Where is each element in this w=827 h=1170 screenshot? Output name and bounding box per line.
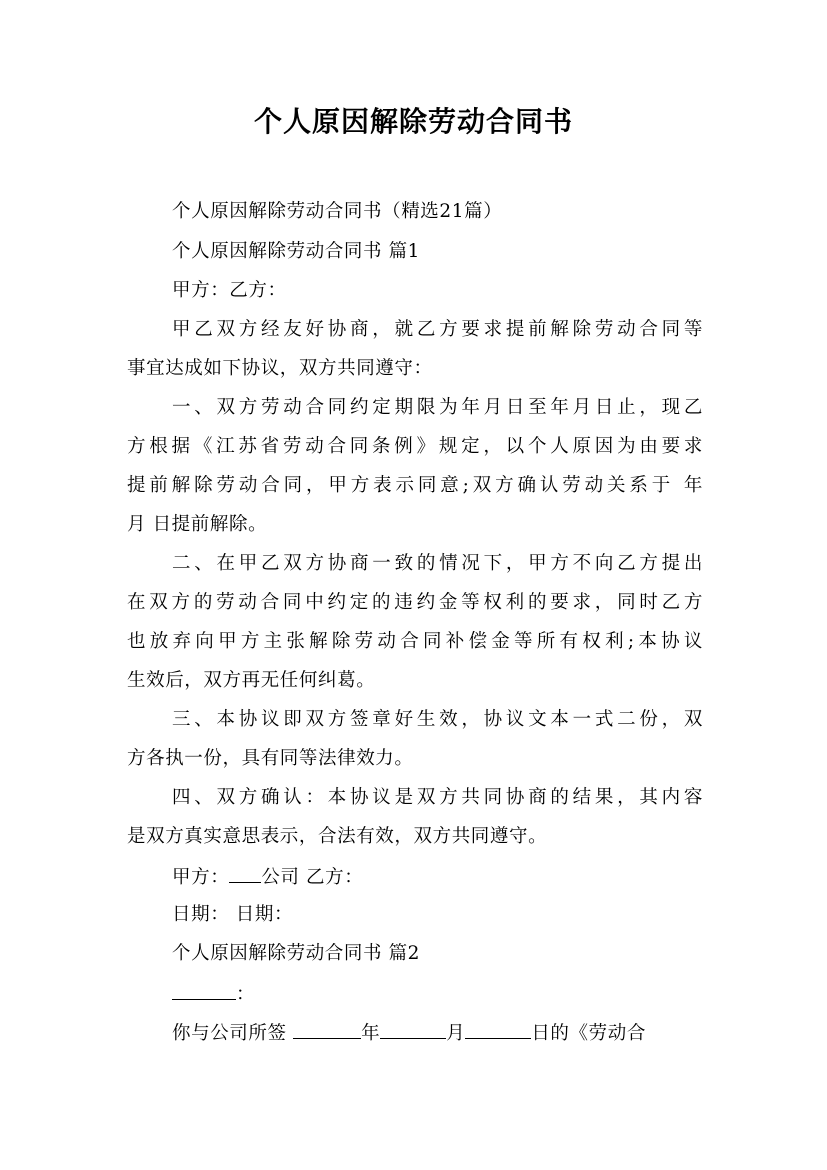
paragraph-4-line-2: 方各执一份，具有同等法律效力。 <box>127 748 414 769</box>
month-label: 月 <box>446 1023 466 1044</box>
document-title: 个人原因解除劳动合同书 <box>253 105 573 138</box>
notice-line <box>172 1020 703 1046</box>
addressee-colon: ： <box>236 984 256 1005</box>
party-a-company-and-party-b: 公司 乙方： <box>261 867 364 888</box>
year-label: 年 <box>361 1023 381 1044</box>
paragraph-3-line-1: 二、在甲乙双方协商一致的情况下，甲方不向乙方提出 <box>172 553 703 574</box>
paragraph-1-line-1: 甲乙双方经友好协商，就乙方要求提前解除劳动合同等 <box>172 319 703 340</box>
paragraph-5-line-2: 是双方真实意思表示，合法有效，双方共同遵守。 <box>127 826 548 847</box>
party-a-blank <box>229 864 261 883</box>
party-a-label: 甲方： <box>172 867 230 888</box>
paragraph-3-line-2: 在双方的劳动合同中约定的违约金等权利的要求，同时乙方 <box>127 592 703 613</box>
day-blank <box>465 1020 531 1039</box>
month-blank <box>380 1020 446 1039</box>
addressee-line <box>172 981 703 1007</box>
date-line: 日期： 日期： <box>172 904 294 925</box>
paragraph-4-line-1: 三、本协议即双方签章好生效，协议文本一式二份，双 <box>172 709 703 730</box>
subtitle: 个人原因解除劳动合同书（精选21篇） <box>172 201 503 222</box>
paragraph-2-line-3: 提前解除劳动合同，甲方表示同意;双方确认劳动关系于 年 <box>127 475 703 496</box>
paragraph-3-line-4: 生效后，双方再无任何纠葛。 <box>127 670 376 691</box>
addressee-blank <box>172 981 236 1000</box>
day-label-and-contract: 日的《劳动合 <box>531 1023 646 1044</box>
year-blank <box>293 1020 361 1039</box>
section-heading-1: 个人原因解除劳动合同书 篇1 <box>172 241 421 262</box>
paragraph-5-line-1: 四、双方确认：本协议是双方共同协商的结果，其内容 <box>172 787 703 808</box>
paragraph-2-line-2: 方根据《江苏省劳动合同条例》规定，以个人原因为由要求 <box>127 436 703 457</box>
parties-line: 甲方：乙方： <box>172 280 287 301</box>
paragraph-2-line-1: 一、双方劳动合同约定期限为年月日至年月日止，现乙 <box>172 397 703 418</box>
signature-line <box>172 864 703 890</box>
notice-prefix: 你与公司所签 <box>172 1023 294 1044</box>
paragraph-3-line-3: 也放弃向甲方主张解除劳动合同补偿金等所有权利;本协议 <box>127 631 703 652</box>
paragraph-1-line-2: 事宜达成如下协议，双方共同遵守： <box>127 358 433 379</box>
paragraph-2-line-4: 月 日提前解除。 <box>127 514 268 535</box>
section-heading-2: 个人原因解除劳动合同书 篇2 <box>172 943 421 964</box>
